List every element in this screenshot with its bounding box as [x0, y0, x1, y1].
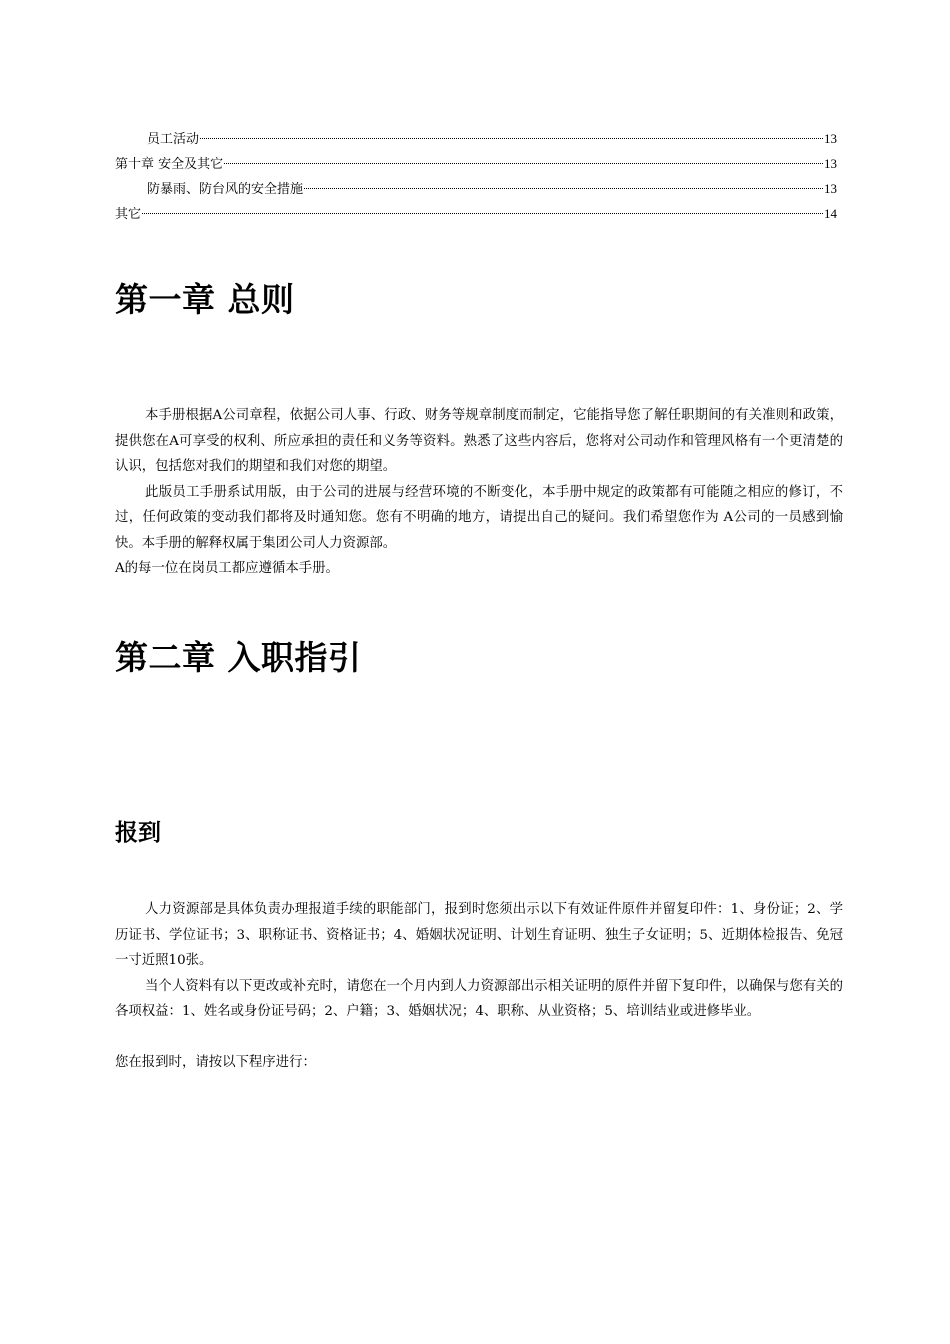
- toc-leader-dots: [200, 138, 823, 139]
- chapter-2-body: [115, 897, 843, 1075]
- section-heading-report: 报到: [115, 820, 161, 846]
- toc-entry[interactable]: [115, 176, 837, 201]
- toc-leader-dots: [304, 188, 823, 189]
- toc-entry-page: 13: [824, 156, 837, 171]
- body-paragraph: 此版员工手册系试用版，由于公司的进展与经营环境的不断变化，本手册中规定的政策都有可能随之相应的修订，不过，任何政策的变动我们都将及时通知您。您有不明确的地方，请提出自己的疑问。我们希望您作为 A公司的一员感到愉快。本手册的解释权属于集团公司人力资源部。: [115, 484, 843, 551]
- toc-entry-label: 第十章 安全及其它: [115, 157, 224, 172]
- toc-entry-label: 其它: [115, 207, 142, 222]
- body-paragraph: 本手册根据A公司章程，依据公司人事、行政、财务等规章制度而制定，它能指导您了解任职期间的有关准则和政策，提供您在A可享受的权利、所应承担的责任和义务等资料。熟悉了这些内容后，您将对公司动作和管理风格有一个更清楚的认识，包括您对我们的期望和我们对您的期望。: [115, 408, 843, 474]
- toc-entry[interactable]: [115, 126, 837, 151]
- toc-entry-page: 14: [824, 206, 837, 221]
- body-paragraph: 人力资源部是具体负责办理报道手续的职能部门，报到时您须出示以下有效证件原件并留复印件：1、身份证；2、学历证书、学位证书；3、职称证书、资格证书；4、婚姻状况证明、计划生育证明、独生子女证明；5、近期体检报告、免冠一寸近照10张。: [115, 902, 843, 968]
- chapter-1-heading: 第一章 总则: [115, 280, 295, 319]
- toc-entry-label: 防暴雨、防台风的安全措施: [147, 182, 304, 197]
- chapter-1-body: [115, 403, 843, 582]
- toc-leader-dots: [224, 163, 823, 164]
- toc-leader-dots: [142, 213, 823, 214]
- toc-entry-label: 员工活动: [147, 132, 200, 147]
- body-paragraph: 您在报到时，请按以下程序进行：: [115, 1054, 316, 1070]
- toc-entry[interactable]: [115, 201, 837, 226]
- body-paragraph: 当个人资料有以下更改或补充时，请您在一个月内到人力资源部出示相关证明的原件并留下复印件，以确保与您有关的各项权益：1、姓名或身份证号码；2、户籍；3、婚姻状况；4、职称、从业资格；5、培训结业或进修毕业。: [115, 978, 843, 1019]
- chapter-2-heading: 第二章 入职指引: [115, 638, 362, 677]
- toc-entry-page: 13: [824, 181, 837, 196]
- body-paragraph: A的每一位在岗员工都应遵循本手册。: [115, 561, 339, 576]
- toc-entry-page: 13: [824, 131, 837, 146]
- table-of-contents: [115, 126, 837, 226]
- toc-entry[interactable]: [115, 151, 837, 176]
